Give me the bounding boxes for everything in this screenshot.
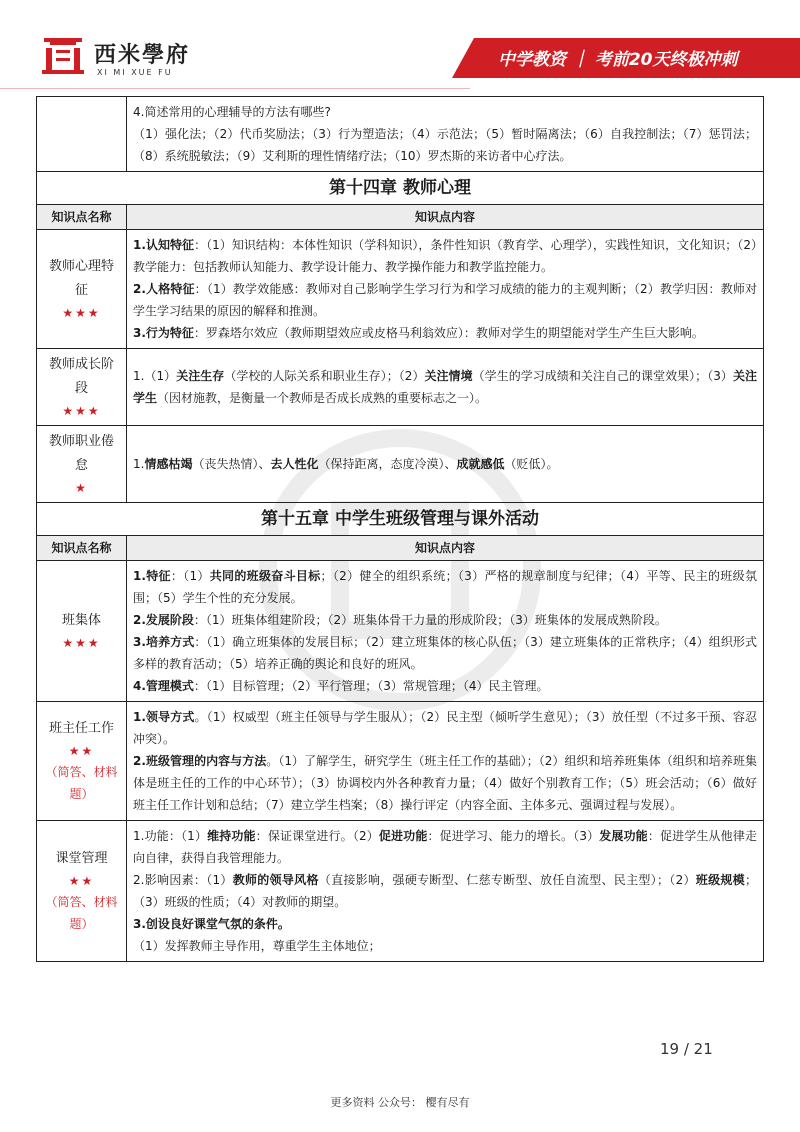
question-type-note: （简答、材料题） <box>45 895 118 931</box>
content-line <box>133 825 757 869</box>
knowledge-point-content <box>127 821 764 962</box>
content-text: ；（3）班级的性质；（4）对教师的期望。 <box>133 873 757 909</box>
content-text: 1. <box>133 457 145 471</box>
content-text: 1.功能：（1） <box>133 829 208 843</box>
bold-term: 4.管理模式 <box>133 679 194 693</box>
content-line <box>133 869 757 913</box>
bold-term: 去人性化 <box>270 457 319 471</box>
question-text: 4.简述常用的心理辅导的方法有哪些? <box>133 105 331 119</box>
knowledge-point-name <box>37 561 127 702</box>
content-text: ：（1）确立班集体的发展目标；（2）建立班集体的核心队伍；（3）建立班集体的正常秩序；（4）组织形式多样的教育活动；（5）培养正确的舆论和良好的班风。 <box>133 635 757 671</box>
content-line <box>133 322 757 344</box>
content-text: （保持距离，态度冷漠）、 <box>318 457 457 471</box>
bold-term: 关注学生 <box>133 369 757 405</box>
knowledge-point-content <box>127 561 764 702</box>
table-row <box>37 821 764 962</box>
chapter-14-title: 第十四章 教师心理 <box>37 172 764 205</box>
bold-term: 发展功能 <box>599 829 648 843</box>
knowledge-point-name <box>37 230 127 349</box>
bold-term: 教师的领导风格 <box>232 873 319 887</box>
knowledge-point-name <box>37 821 127 962</box>
importance-stars: ★★ <box>68 744 95 758</box>
content-text: ；（2）健全的组织系统；（3）严格的规章制度与纪律；（4）平等、民主的班级氛围；（5）学生个性的充分发展。 <box>133 569 757 605</box>
knowledge-point-content <box>127 230 764 349</box>
bold-term: 促进功能 <box>378 829 428 843</box>
importance-stars: ★ <box>75 481 88 495</box>
content-text: ：（1）班集体组建阶段；（2）班集体骨干力量的形成阶段；（3）班集体的发展成熟阶段。 <box>193 613 667 627</box>
column-header-content: 知识点内容 <box>127 536 764 561</box>
point-title: 教师职业倦怠 <box>48 434 114 473</box>
content-line <box>133 365 757 409</box>
importance-stars: ★★ <box>68 874 95 888</box>
point-title: 教师成长阶段 <box>48 357 114 396</box>
bold-term: 1.特征 <box>133 569 171 583</box>
logo-english-name: XI MI XUE FU <box>97 68 173 77</box>
content-text: （丧失热情）、 <box>192 457 271 471</box>
school-logo-icon <box>40 36 86 76</box>
knowledge-point-content <box>127 702 764 821</box>
bold-term: 关注生存 <box>176 369 225 383</box>
content-line <box>133 631 757 675</box>
header-divider <box>0 88 470 89</box>
content-line <box>133 609 757 631</box>
bold-term: 3.创设良好课堂气氛的条件。 <box>133 917 290 931</box>
content-line <box>133 706 757 750</box>
logo-chinese-name: 西米學府 <box>94 43 191 68</box>
page-header <box>0 0 800 96</box>
content-line <box>133 913 757 935</box>
table-row <box>37 702 764 821</box>
knowledge-point-content <box>127 426 764 503</box>
bold-term: 1.领导方式 <box>133 710 195 724</box>
bold-term: 2.发展阶段 <box>133 613 194 627</box>
banner-title: 中学教资 ｜ 考前20天终极冲刺 <box>498 50 738 70</box>
table-row <box>37 561 764 702</box>
bold-term: 1.认知特征 <box>133 238 195 252</box>
content-text: ：（1）教学效能感：教师对自己影响学生学习行为和学习成绩的能力的主观判断；（2）教学归因：教师对学生学习结果的原因的解释和推测。 <box>133 282 757 318</box>
content-text: （学生的学习成绩和关注自己的课堂效果）；（3） <box>472 369 733 383</box>
content-text: ：罗森塔尔效应（教师期望效应或皮格马利翁效应）：教师对学生的期望能对学生产生巨大影响。 <box>193 326 704 340</box>
content-text: ：（1）知识结构：本体性知识（学科知识），条件性知识（教育学、心理学），实践性知识，文化知识；（2）教学能力：包括教师认知能力、教学设计能力、教学操作能力和教学监控能力。 <box>133 238 757 274</box>
answer-text: （1）强化法；（2）代币奖励法；（3）行为塑造法；（4）示范法；（5）暂时隔离法；（6）自我控制法；（7）惩罚法；（8）系统脱敏法；（9）艾利斯的理性情绪疗法；（10）罗杰斯的来访者中心疗法。 <box>133 127 757 163</box>
content-text: ：促进学生从他律走向自律，获得自我管理能力。 <box>133 829 757 865</box>
bold-term: 2.人格特征 <box>133 282 195 296</box>
bold-term: 维持功能 <box>207 829 256 843</box>
content-line <box>133 278 757 322</box>
content-line <box>133 565 757 609</box>
content-text: （贬低）。 <box>504 457 559 471</box>
knowledge-point-name <box>37 426 127 503</box>
table-row <box>37 230 764 349</box>
knowledge-table <box>36 96 764 962</box>
content-text: ：保证课堂进行。（2） <box>255 829 379 843</box>
content-text: ：（1） <box>170 569 210 583</box>
content-line <box>133 675 757 697</box>
content-line <box>133 234 757 278</box>
content-line <box>133 453 757 475</box>
table-header-row <box>37 205 764 230</box>
bold-term: 3.行为特征 <box>133 326 194 340</box>
bold-term: 关注情境 <box>424 369 473 383</box>
importance-stars: ★★★ <box>62 306 101 320</box>
point-title: 班集体 <box>61 613 101 628</box>
table-row <box>37 349 764 426</box>
bold-term: 2.班级管理的内容与方法 <box>133 754 267 768</box>
content-text: （直接影响，强硬专断型、仁慈专断型、放任自流型、民主型）；（2） <box>318 873 696 887</box>
column-header-name: 知识点名称 <box>37 536 127 561</box>
content-text: 。（1）权威型（班主任领导与学生服从）；（2）民主型（倾听学生意见）；（3）放任型（不过多干预、容忍冲突）。 <box>133 710 757 746</box>
column-header-name: 知识点名称 <box>37 205 127 230</box>
point-title: 课堂管理 <box>55 851 108 866</box>
content-text: 1.（1） <box>133 369 177 383</box>
question-type-note: （简答、材料题） <box>45 765 118 801</box>
content-line <box>133 750 757 816</box>
table-row <box>37 426 764 503</box>
knowledge-point-name <box>37 349 127 426</box>
importance-stars: ★★★ <box>62 404 101 418</box>
bold-term: 情感枯竭 <box>144 457 193 471</box>
content-text: （1）发挥教师主导作用，尊重学生主体地位； <box>133 939 381 953</box>
bold-term: 3.培养方式 <box>133 635 195 649</box>
column-header-content: 知识点内容 <box>127 205 764 230</box>
content-line <box>133 935 757 957</box>
bold-term: 成就感低 <box>456 457 505 471</box>
table-row <box>37 97 764 172</box>
knowledge-point-name <box>37 702 127 821</box>
chapter-row <box>37 172 764 205</box>
knowledge-point-content <box>127 349 764 426</box>
page-footer: 更多资料 公众号： 樱有尽有 <box>330 1096 470 1109</box>
content-text: 。（1）了解学生，研究学生（班主任工作的基础）；（2）组织和培养班集体（组织和培养班集体是班主任的工作的中心环节）；（3）协调校内外各种教育力量；（4）做好个别教育工作；（5）班会活动；（6）做好班主任工作计划和总结；（7）建立学生档案；（8）操行评定（内容全面、主体多元、强调过程与发展）。 <box>133 754 757 812</box>
table-header-row <box>37 536 764 561</box>
content-text: （学校的人际关系和职业生存）；（2） <box>224 369 425 383</box>
page-content <box>36 96 764 962</box>
content-text: ：促进学习、能力的增长。（3） <box>427 829 600 843</box>
content-text: （因材施教，是衡量一个教师是否成长成熟的重要标志之一）。 <box>157 391 488 405</box>
point-title: 教师心理特征 <box>48 259 114 298</box>
question-cell <box>127 97 764 172</box>
bold-term: 班级规模 <box>695 873 745 887</box>
empty-name-cell <box>37 97 127 172</box>
chapter-15-title: 第十五章 中学生班级管理与课外活动 <box>37 503 764 536</box>
importance-stars: ★★★ <box>62 636 101 650</box>
bold-term: 共同的班级奋斗目标 <box>209 569 321 583</box>
chapter-row <box>37 503 764 536</box>
point-title: 班主任工作 <box>48 721 114 736</box>
page-number: 19 / 21 <box>660 1040 713 1058</box>
content-text: ：（1）目标管理；（2）平行管理；（3）常规管理；（4）民主管理。 <box>193 679 549 693</box>
content-text: 2.影响因素：（1） <box>133 873 233 887</box>
